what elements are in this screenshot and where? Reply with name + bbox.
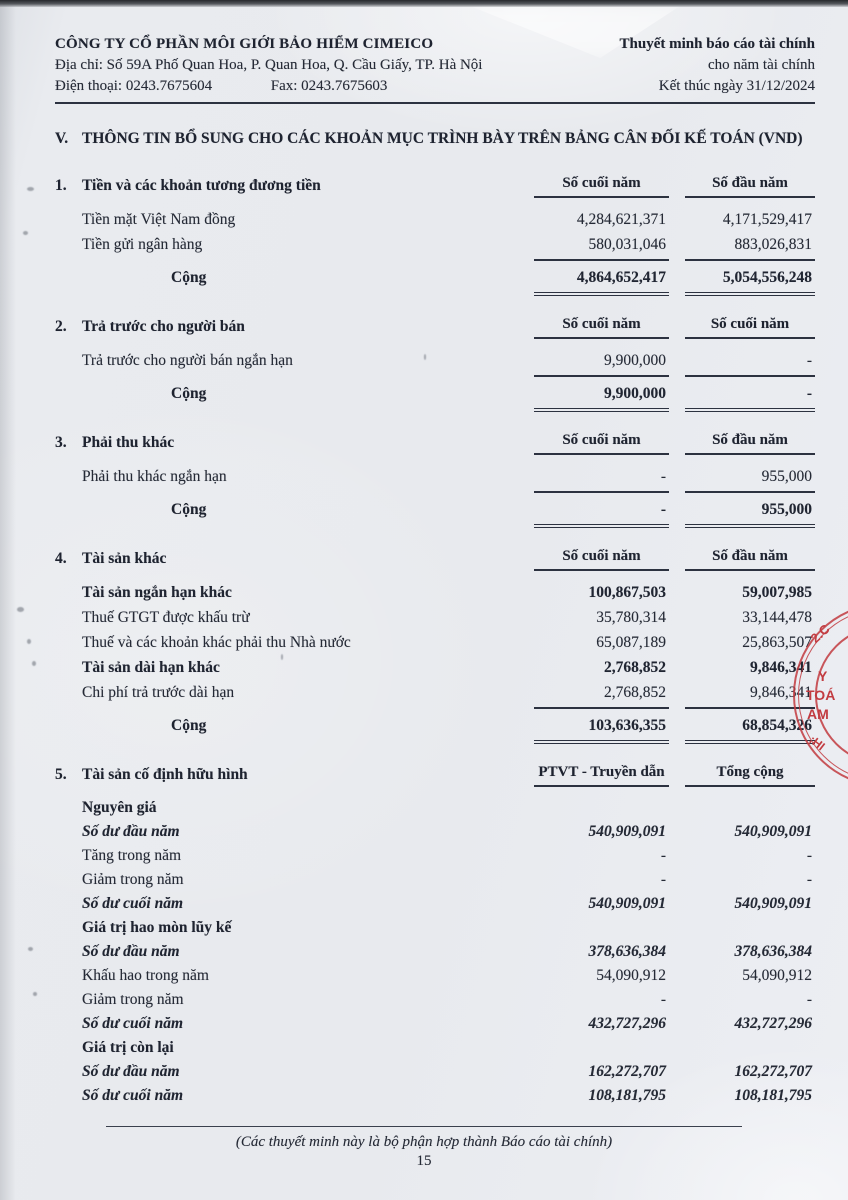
report-subtitle: cho năm tài chính <box>707 57 815 73</box>
value-beginning: 9,846,341 <box>750 659 812 676</box>
note-title: Tiền và các khoản tương đương tiền <box>82 177 321 194</box>
note-3-other-receivables <box>55 430 815 528</box>
table-row <box>55 1084 815 1108</box>
column-header-beginning: Số đầu năm <box>685 430 815 455</box>
value-beginning: 25,863,507 <box>742 634 812 651</box>
note-5-fixed-assets <box>55 762 815 1108</box>
row-label: Tiền mặt Việt Nam đồng <box>82 211 236 228</box>
table-row <box>55 464 815 489</box>
note-number: 1. <box>55 177 67 194</box>
value-total: 540,909,091 <box>734 895 812 912</box>
row-label: Tài sản ngắn hạn khác <box>82 584 232 601</box>
note-title: Phải thu khác <box>82 434 175 451</box>
table-row <box>55 655 815 680</box>
value-total: 378,636,384 <box>734 943 812 960</box>
table-row <box>55 348 815 373</box>
total-ending: 4,864,652,417 <box>534 259 669 296</box>
scan-speck <box>33 992 37 996</box>
value-total: - <box>806 991 812 1008</box>
column-header-ending: Số cuối năm <box>534 430 669 455</box>
row-label: Giảm trong năm <box>82 871 184 888</box>
seal-text-fragment: AM <box>807 706 829 722</box>
letterhead-divider <box>55 102 815 104</box>
group-label: Giá trị còn lại <box>82 1039 174 1056</box>
note-title: Trả trước cho người bán <box>82 318 245 335</box>
table-row <box>55 844 815 868</box>
note-title: Tài sản cố định hữu hình <box>82 766 248 783</box>
total-beginning: 68,854,326 <box>685 707 815 744</box>
value-vehicles: - <box>660 991 666 1008</box>
table-row <box>55 892 815 916</box>
scan-speck <box>281 654 283 660</box>
row-label: Thuế và các khoản khác phải thu Nhà nước <box>82 634 351 651</box>
scan-speck <box>424 354 426 360</box>
value-ending: 100,867,503 <box>588 584 666 601</box>
row-label: Trả trước cho người bán ngắn hạn <box>82 352 293 369</box>
value-total: 540,909,091 <box>734 823 812 840</box>
table-row <box>55 605 815 630</box>
total-ending: 103,636,355 <box>534 707 669 744</box>
note-number: 4. <box>55 550 67 567</box>
section-v-title: THÔNG TIN BỔ SUNG CHO CÁC KHOẢN MỤC TRÌNH BÀY TRÊN BẢNG CÂN ĐỐI KẾ TOÁN (VND) <box>82 130 803 147</box>
total-label: Cộng <box>171 717 207 734</box>
scan-speck <box>27 187 34 191</box>
note-number: 5. <box>55 766 67 783</box>
value-vehicles: - <box>660 847 666 864</box>
seal-text-fragment: Y <box>818 668 828 684</box>
note-title: Tài sản khác <box>82 550 167 567</box>
row-label: Tài sản dài hạn khác <box>82 659 220 676</box>
value-ending: 4,284,621,371 <box>576 211 666 228</box>
value-total: 162,272,707 <box>734 1063 812 1080</box>
note-4-other-assets <box>55 546 815 744</box>
letterhead-line-1 <box>55 34 815 55</box>
value-beginning: 9,846,341 <box>750 684 812 701</box>
value-total: - <box>806 871 812 888</box>
value-total: 432,727,296 <box>734 1015 812 1032</box>
scan-speck <box>27 639 31 644</box>
section-v-number: V. <box>55 130 69 147</box>
column-header-beginning: Số cuối năm <box>685 314 815 339</box>
value-ending: 35,780,314 <box>596 609 666 626</box>
value-vehicles: 540,909,091 <box>588 823 666 840</box>
seal-text-fragment: TOÁ <box>806 687 836 703</box>
value-vehicles: 432,727,296 <box>588 1015 666 1032</box>
page-number: 15 <box>416 1153 432 1169</box>
note-1-cash <box>55 173 815 296</box>
column-header-vehicles: PTVT - Truyền dẫn <box>534 762 669 787</box>
row-label: Chi phí trả trước dài hạn <box>82 684 235 701</box>
row-label: Số dư đầu năm <box>82 1063 180 1080</box>
company-name: CÔNG TY CỔ PHẦN MÔI GIỚI BẢO HIỂM CIMEICO <box>55 36 434 52</box>
group-label: Nguyên giá <box>82 799 157 816</box>
table-row <box>55 580 815 605</box>
note-2-prepayments <box>55 314 815 412</box>
row-label: Tiền gửi ngân hàng <box>82 236 203 253</box>
group-row <box>55 796 815 820</box>
table-row <box>55 680 815 705</box>
column-header-beginning: Số đầu năm <box>685 173 815 198</box>
value-vehicles: 54,090,912 <box>596 967 666 984</box>
column-header-total: Tổng cộng <box>685 762 815 787</box>
group-row <box>55 1036 815 1060</box>
row-label: Số dư cuối năm <box>82 895 184 912</box>
scan-speck <box>32 661 36 666</box>
value-beginning: 4,171,529,417 <box>722 211 812 228</box>
value-beginning: 33,144,478 <box>742 609 812 626</box>
scan-speck <box>28 947 33 951</box>
section-v-heading <box>55 128 815 149</box>
total-beginning: 955,000 <box>685 491 815 528</box>
value-beginning: 59,007,985 <box>742 584 812 601</box>
value-ending: 2,768,852 <box>604 684 666 701</box>
company-phone: Điện thoại: 0243.7675604 <box>55 78 213 94</box>
company-address: Địa chỉ: Số 59A Phố Quan Hoa, P. Quan Hoa, Q. Cầu Giấy, TP. Hà Nội <box>55 57 483 73</box>
table-row <box>55 964 815 988</box>
report-period: Kết thúc ngày 31/12/2024 <box>658 78 815 94</box>
value-ending: 2,768,852 <box>604 659 666 676</box>
total-beginning: - <box>685 375 815 412</box>
table-row <box>55 207 815 232</box>
value-ending: 65,087,189 <box>596 634 666 651</box>
table-row <box>55 232 815 257</box>
total-row <box>55 491 815 528</box>
report-title: Thuyết minh báo cáo tài chính <box>619 36 815 52</box>
scan-speck <box>17 607 24 612</box>
table-row <box>55 868 815 892</box>
column-header-beginning: Số đầu năm <box>685 546 815 571</box>
value-beginning: 955,000 <box>761 468 812 485</box>
footer-divider <box>106 1126 742 1127</box>
value-ending: 580,031,046 <box>588 236 666 253</box>
table-row <box>55 630 815 655</box>
value-ending: - <box>660 468 666 485</box>
total-row <box>55 259 815 296</box>
seal-text-fragment: 2.C <box>807 621 833 646</box>
row-label: Giảm trong năm <box>82 991 184 1008</box>
row-label: Thuế GTGT được khấu trừ <box>82 609 250 626</box>
value-beginning: 883,026,831 <box>734 236 812 253</box>
group-label: Giá trị hao mòn lũy kế <box>82 919 232 936</box>
page-footer <box>0 1126 848 1170</box>
value-vehicles: 162,272,707 <box>588 1063 666 1080</box>
row-label: Phải thu khác ngắn hạn <box>82 468 227 485</box>
scan-speck <box>23 231 28 235</box>
column-header-ending: Số cuối năm <box>534 314 669 339</box>
letterhead-line-3 <box>55 76 815 97</box>
company-contacts <box>55 76 387 97</box>
total-row <box>55 707 815 744</box>
row-label: Tăng trong năm <box>82 847 182 864</box>
total-row <box>55 375 815 412</box>
group-row <box>55 916 815 940</box>
value-beginning: - <box>806 352 812 369</box>
table-row <box>55 820 815 844</box>
column-header-ending: Số cuối năm <box>534 173 669 198</box>
note-number: 2. <box>55 318 67 335</box>
company-fax: Fax: 0243.7675603 <box>270 78 388 94</box>
note-number: 3. <box>55 434 67 451</box>
value-total: 108,181,795 <box>734 1087 812 1104</box>
column-header-ending: Số cuối năm <box>534 546 669 571</box>
value-total: 54,090,912 <box>742 967 812 984</box>
value-total: - <box>806 847 812 864</box>
value-vehicles: - <box>660 871 666 888</box>
value-vehicles: 108,181,795 <box>588 1087 666 1104</box>
value-ending: 9,900,000 <box>604 352 666 369</box>
total-beginning: 5,054,556,248 <box>685 259 815 296</box>
footer-note: (Các thuyết minh này là bộ phận hợp thành Báo cáo tài chính) <box>235 1134 613 1150</box>
table-row <box>55 1012 815 1036</box>
value-vehicles: 378,636,384 <box>588 943 666 960</box>
row-label: Số dư đầu năm <box>82 823 180 840</box>
row-label: Số dư đầu năm <box>82 943 180 960</box>
seal-text-fragment: ;HI <box>806 732 828 754</box>
table-row <box>55 988 815 1012</box>
table-row <box>55 1060 815 1084</box>
total-ending: 9,900,000 <box>534 375 669 412</box>
row-label: Số dư cuối năm <box>82 1015 184 1032</box>
total-label: Cộng <box>171 501 207 518</box>
value-vehicles: 540,909,091 <box>588 895 666 912</box>
row-label: Khấu hao trong năm <box>82 967 209 984</box>
row-label: Số dư cuối năm <box>82 1087 184 1104</box>
total-label: Cộng <box>171 269 207 286</box>
table-row <box>55 940 815 964</box>
total-ending: - <box>534 491 669 528</box>
letterhead-line-2 <box>55 55 815 76</box>
total-label: Cộng <box>171 385 207 402</box>
